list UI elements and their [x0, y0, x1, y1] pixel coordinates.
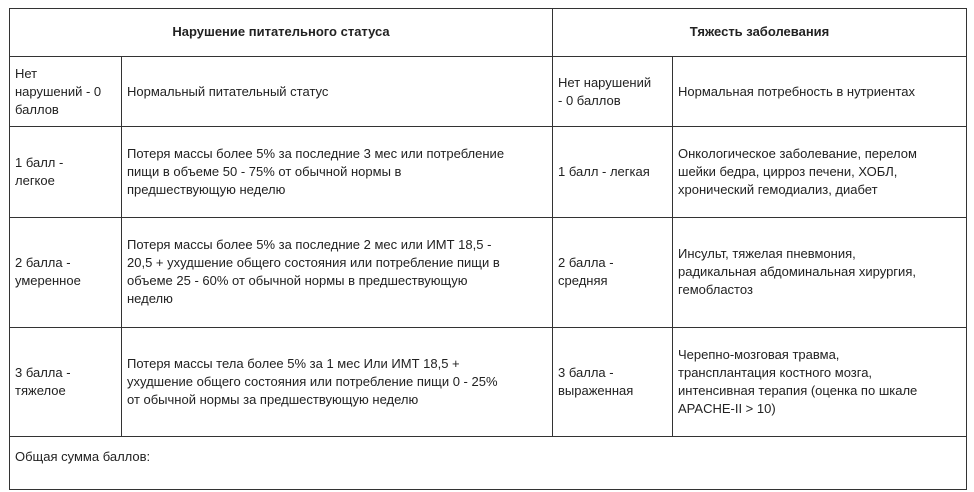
severity-description-cell: Черепно-мозговая травма, трансплантация костного мозга, интенсивная терапия (оценка по шкале APACHE-II > 10) [673, 327, 967, 436]
table-row [10, 327, 967, 436]
nutrition-description-cell: Потеря массы более 5% за последние 2 мес или ИМТ 18,5 - 20,5 + ухудшение общего состояния или потребление пищи в объеме 25 - 60% от обычной нормы в предшествующую неделю [122, 217, 553, 327]
nutrition-score-cell: 3 балла - тяжелое [10, 327, 122, 436]
nutrition-risk-table [9, 8, 967, 490]
table-row [10, 217, 967, 327]
severity-score-cell: 2 балла - средняя [553, 217, 673, 327]
severity-description-cell: Инсульт, тяжелая пневмония, радикальная абдоминальная хирургия, гемобластоз [673, 217, 967, 327]
disease-severity-header: Тяжесть заболевания [553, 9, 967, 57]
nutrition-status-header: Нарушение питательного статуса [10, 9, 553, 57]
nutrition-description-cell: Потеря массы более 5% за последние 3 мес или потребление пищи в объеме 50 - 75% от обычной нормы в предшествующую неделю [122, 127, 553, 217]
severity-description-cell: Нормальная потребность в нутриентах [673, 56, 967, 127]
table-row [10, 56, 967, 127]
severity-score-cell: 1 балл - легкая [553, 127, 673, 217]
nutrition-score-cell: Нет нарушений - 0 баллов [10, 56, 122, 127]
header-row [10, 9, 967, 57]
nutrition-score-cell: 2 балла - умеренное [10, 217, 122, 327]
nutrition-score-cell: 1 балл - легкое [10, 127, 122, 217]
total-score-label: Общая сумма баллов: [10, 436, 967, 489]
severity-score-cell: Нет нарушений - 0 баллов [553, 56, 673, 127]
table-row [10, 127, 967, 217]
severity-description-cell: Онкологическое заболевание, перелом шейки бедра, цирроз печени, ХОБЛ, хронический гемодиализ, диабет [673, 127, 967, 217]
severity-score-cell: 3 балла - выраженная [553, 327, 673, 436]
nutrition-description-cell: Нормальный питательный статус [122, 56, 553, 127]
nutrition-description-cell: Потеря массы тела более 5% за 1 мес Или ИМТ 18,5 + ухудшение общего состояния или потребление пищи 0 - 25% от обычной нормы за предшествующую неделю [122, 327, 553, 436]
total-row [10, 436, 967, 489]
